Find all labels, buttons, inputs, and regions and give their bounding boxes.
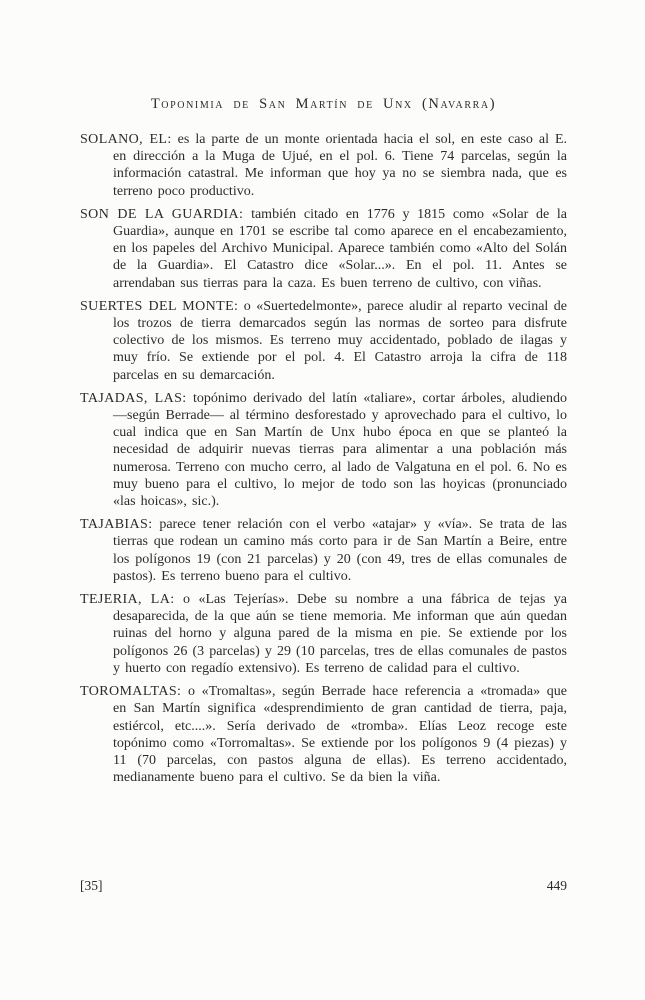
entry-term: SUERTES DEL MONTE: [80,298,239,314]
entry-term: TAJABIAS: [80,517,153,533]
entry-term: SON DE LA GUARDIA: [80,206,244,222]
entry-son-de-la-guardia [80,206,567,292]
page-footer [80,878,567,894]
entry-body: parece tener relación con el verbo «atajar» y «vía». Se trata de las tierras que rodean un camino más corto para ir de San Martín a Beire, entre los polígonos 19 (con 21 parcelas) y 20 (con 49, tres de ellas comunales de pastos). Es terreno bueno para el cultivo. [113,517,568,584]
entry-term: TOROMALTAS: [80,684,182,700]
entry-body: o «Las Tejerías». Debe su nombre a una fábrica de tejas ya desaparecida, de la que aún se tiene memoria. Me informan que aún quedan ruinas del horno y alguna pared de la misma en pie. Se extiende por los polígonos 26 (3 parcelas) y 29 (10 parcelas, tres de ellas comunales de pastos y huerto con regadío extensivo). Es terreno de calidad para el cultivo. [113,592,567,676]
footer-page-number: 449 [546,878,567,893]
toponym-entries [80,131,567,792]
entry-body: es la parte de un monte orientada hacia el sol, en este caso al E. en dirección a la Muga de Ujué, en el pol. 6. Tiene 74 parcelas, según la información catastral. Me informan que hoy ya no se siembra nada, que es terreno poco productivo. [113,132,568,199]
entry-term: SOLANO, EL: [80,132,172,147]
footer-signature-mark: [35] [80,878,103,893]
entry-body: o «Suertedelmonte», parece aludir al reparto vecinal de los trozos de tierra demarcados según las normas de sorteo para disfrute colectivo de los mismos. Es terreno muy accidentado, poblado de ilagas y muy frío. Se extiende por el pol. 4. El Catastro arroja la cifra de 118 parcelas en su demarcación. [113,298,567,383]
entry-term: TAJADAS, LAS: [80,390,187,406]
entry-tejeria-la [80,591,567,677]
entry-tajabias [80,516,567,585]
entry-body: topónimo derivado del latín «taliare», cortar árboles, aludiendo —según Berrade— al término desforestado y aprovechado para el cultivo, lo cual indica que en San Martín de Unx hubo época en que se planteó la necesidad de adquirir nuevas tierras para alimentar a una población más numerosa. Terreno con mucho cerro, al lado de Valgatuna en el pol. 6. No es muy bueno para el cultivo, lo mejor de todo son las hoyicas (pronunciado «las hoicas», sic.). [113,390,568,510]
entry-solano [80,131,567,200]
running-header: Toponimia de San Martín de Unx (Navarra) [150,96,497,112]
entry-body: o «Tromaltas», según Berrade hace referencia a «tromada» que en San Martín significa «desprendimiento de gran cantidad de tierra, paja, estiércol, etc....». Sería derivado de «tromba». Elías Leoz recoge este topónimo como «Torromaltas». Se extiende por los polígonos 9 (4 piezas) y 11 (70 parcelas, con pastos alguna de ellas). Es terreno accidentado, medianamente bueno para el cultivo. Se da bien la viña. [113,684,567,786]
entry-suertes-del-monte [80,298,567,384]
entry-term: TEJERIA, LA: [80,592,175,608]
entry-toromaltas [80,683,567,786]
entry-body: también citado en 1776 y 1815 como «Solar de la Guardia», aunque en 1701 se escribe tal como aparece en el encabezamiento, en los papeles del Archivo Municipal. Aparece también como «Alto del Solán de la Guardia». El Catastro dice «Solar...». En el pol. 11. Antes se arrendaban sus tierras para la caza. Es buen terreno de cultivo, con viñas. [113,206,568,291]
entry-tajadas-las [80,390,567,510]
